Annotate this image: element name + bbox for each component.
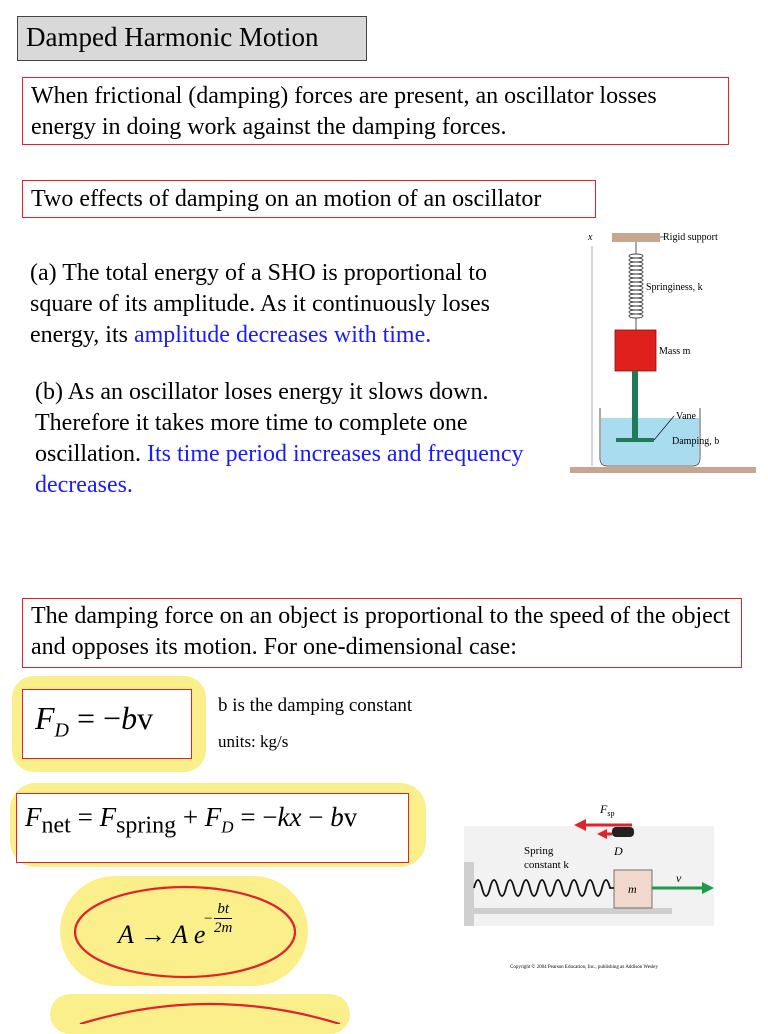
fnet-equation-box (16, 793, 409, 863)
rod (632, 371, 638, 441)
spring-coil (629, 242, 643, 330)
figure1-mass-label: Mass m (659, 346, 691, 357)
vane (616, 438, 654, 442)
mass-label-2: m (628, 882, 637, 896)
floor-surface (464, 908, 672, 914)
spring-mass-figure (462, 796, 718, 976)
effect-a (30, 258, 535, 351)
damping-constant-note: b is the damping constant (218, 695, 413, 716)
effect-b-text: (b) As an oscillator loses energy it slows down. Therefore it takes more time to complete one oscillation. (35, 379, 489, 467)
rigid-support (612, 233, 660, 242)
fd-equation-box (22, 689, 192, 759)
copyright-note: Copyright © 2004 Pearson Education, Inc., publishing as Addison Wesley (510, 965, 659, 970)
fsp-label: $F_{sp}$ (600, 802, 615, 818)
effects-heading-box (22, 180, 596, 218)
figure1-rigid-support-label: Rigid support (663, 232, 718, 243)
bottom-ellipse (70, 1000, 350, 1024)
intro-box (22, 77, 729, 145)
page-title: Damped Harmonic Motion (17, 16, 367, 61)
effect-b-highlight: Its time period increases and frequency decreases. (35, 441, 524, 498)
fnet-equation: $F_{net} = F_{spring} + F_D = -kx$ − bv (25, 802, 358, 839)
floor (570, 467, 756, 473)
damping-force-box (22, 598, 742, 668)
d-label: D (614, 844, 623, 858)
dashpot (612, 827, 634, 837)
effect-a-highlight: amplitude decreases with time. (133, 322, 432, 348)
figure1-axis-label: x (588, 232, 593, 243)
units-note: units: kg/s (218, 732, 289, 751)
fd-equation: $F_D = -bv$ (35, 700, 154, 742)
figure1-springiness-label: Springiness, k (646, 282, 703, 293)
effect-a-text: (a) The total energy of a SHO is proportional to square of its amplitude. As it continuously loses energy, its (30, 260, 490, 348)
amplitude-equation: A → A e (118, 920, 206, 949)
spring-label: Spring (524, 845, 554, 857)
effects-heading: Two effects of damping on an motion of an oscillator (31, 186, 542, 212)
intro-text: When frictional (damping) forces are present, an oscillator losses energy in doing work against the damping forces. (31, 83, 657, 140)
figure1-damping-label: Damping, b (672, 436, 720, 447)
figure1-vane-label: Vane (676, 411, 696, 422)
damped-oscillator-figure (566, 226, 758, 478)
damping-force-text: The damping force on an object is proportional to the speed of the object and opposes its motion. For one-dimensional case: (31, 603, 731, 660)
v-label: v (676, 871, 682, 885)
spring-constant-label: constant k (524, 859, 569, 871)
wall (464, 862, 474, 926)
amplitude-exponent: − bt 2m (204, 901, 233, 936)
effect-b (35, 377, 565, 501)
mass-block (615, 330, 656, 371)
